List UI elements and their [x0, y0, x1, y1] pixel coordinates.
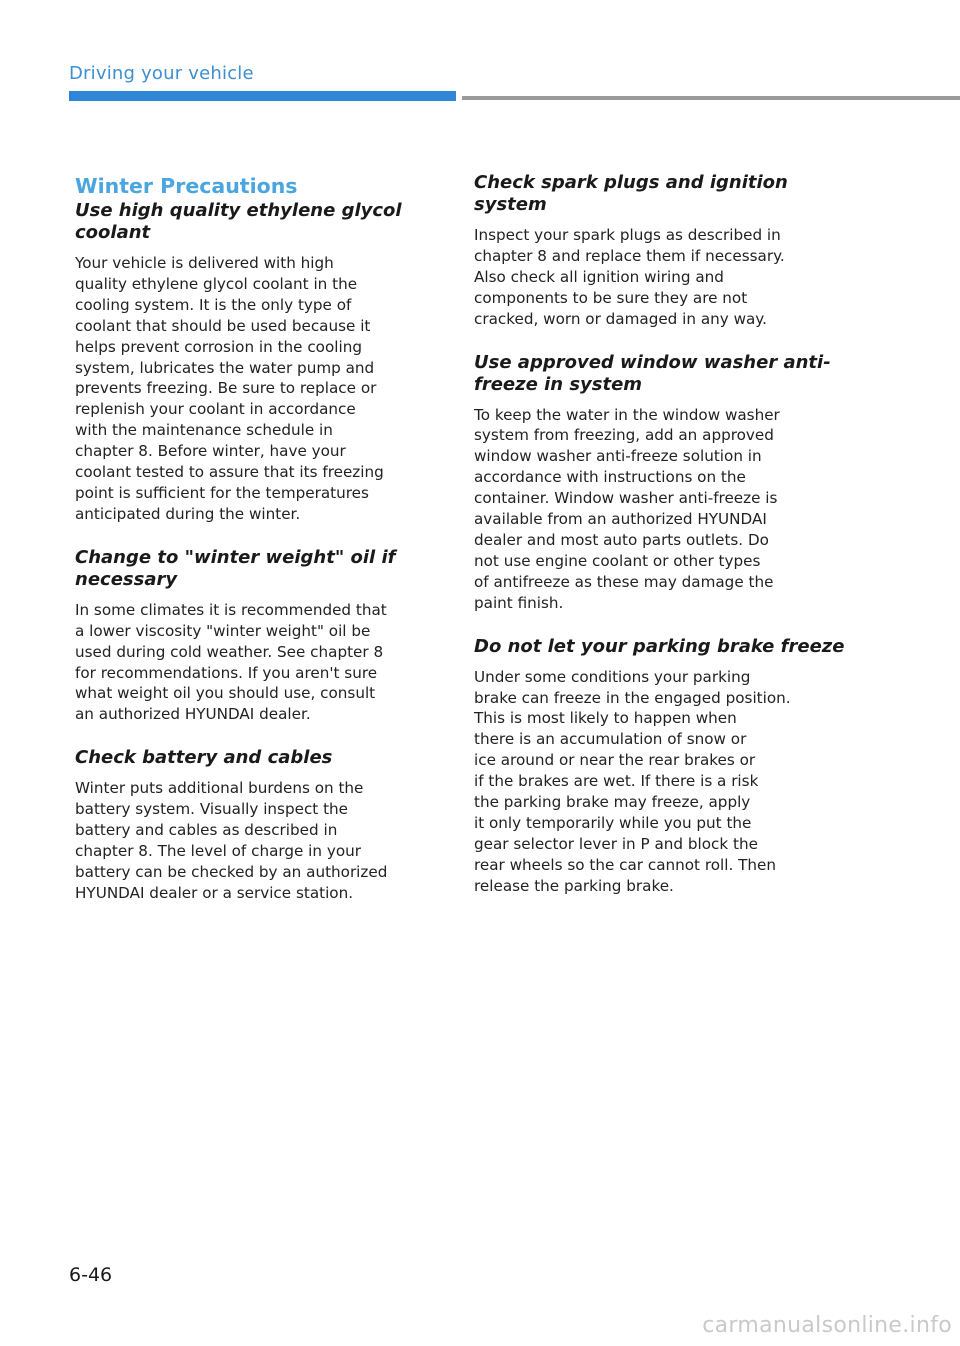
- block-battery: [75, 747, 437, 903]
- paragraph-spark-plugs: Inspect your spark plugs as described in chapter 8 and replace them if necessary. Also check all ignition wiring and components to be sure they are not cracked, worn or damaged in any way.: [474, 226, 785, 328]
- subheading-parking-brake: Do not let your parking brake freeze: [474, 635, 845, 657]
- page-number: 6-46: [69, 1264, 113, 1286]
- section-title: Winter Precautions: [75, 174, 298, 198]
- paragraph-washer-antifreeze: To keep the water in the window washer system from freezing, add an approved window washer anti-freeze solution in accordance with instructions on the container. Window washer anti-freeze is available from an authorized HYUNDAI dealer and most auto parts outlets. Do not use engine coolant or other types of antifreeze as these may damage the paint finish.: [474, 405, 780, 612]
- block-parking-brake: [474, 635, 845, 897]
- block-winter-oil: [75, 547, 437, 725]
- right-column: [474, 172, 845, 897]
- subheading-battery: Check battery and cables: [75, 747, 333, 769]
- header-gray-rule: [462, 96, 960, 100]
- block-spark-plugs: [474, 172, 836, 330]
- paragraph-coolant: Your vehicle is delivered with high quality ethylene glycol coolant in the cooling system. It is the only type of coolant that should be used because it helps prevent corrosion in the cooling system, lubricates the water pump and prevents freezing. Be sure to replace or replenish your coolant in accordance with the maintenance schedule in chapter 8. Before winter, have your coolant tested to assure that its freezing point is sufficient for the temperatures anticipated during the winter.: [75, 254, 384, 523]
- paragraph-parking-brake: Under some conditions your parking brake can freeze in the engaged position. This is most likely to happen when there is an accumulation of snow or ice around or near the rear brakes or if the brakes are wet. If there is a risk the parking brake may freeze, apply it only temporarily while you put the gear selector lever in P and block the rear wheels so the car cannot roll. Then release the parking brake.: [474, 667, 791, 895]
- header-accent-rule: [69, 91, 456, 101]
- running-head-title: Driving your vehicle: [69, 63, 254, 84]
- block-coolant: [75, 200, 437, 525]
- subheading-coolant: Use high quality ethylene glycol coolant: [75, 200, 402, 243]
- paragraph-battery: Winter puts additional burdens on the battery system. Visually inspect the battery and cables as described in chapter 8. The level of charge in your battery can be checked by an authorized HYUNDAI dealer or a service station.: [75, 779, 388, 902]
- subheading-washer-antifreeze: Use approved window washer anti- freeze in system: [474, 351, 831, 395]
- watermark-text: carmanualsonline.info: [702, 1313, 952, 1338]
- paragraph-winter-oil: In some climates it is recommended that a lower viscosity "winter weight" oil be used during cold weather. See chapter 8 for recommendations. If you aren't sure what weight oil you should use, consult an authorized HYUNDAI dealer.: [75, 600, 387, 724]
- subheading-winter-oil: Change to "winter weight" oil if necessary: [75, 546, 396, 590]
- left-column: [75, 172, 437, 904]
- block-washer-antifreeze: [474, 352, 836, 614]
- subheading-spark-plugs: Check spark plugs and ignition system: [474, 172, 788, 215]
